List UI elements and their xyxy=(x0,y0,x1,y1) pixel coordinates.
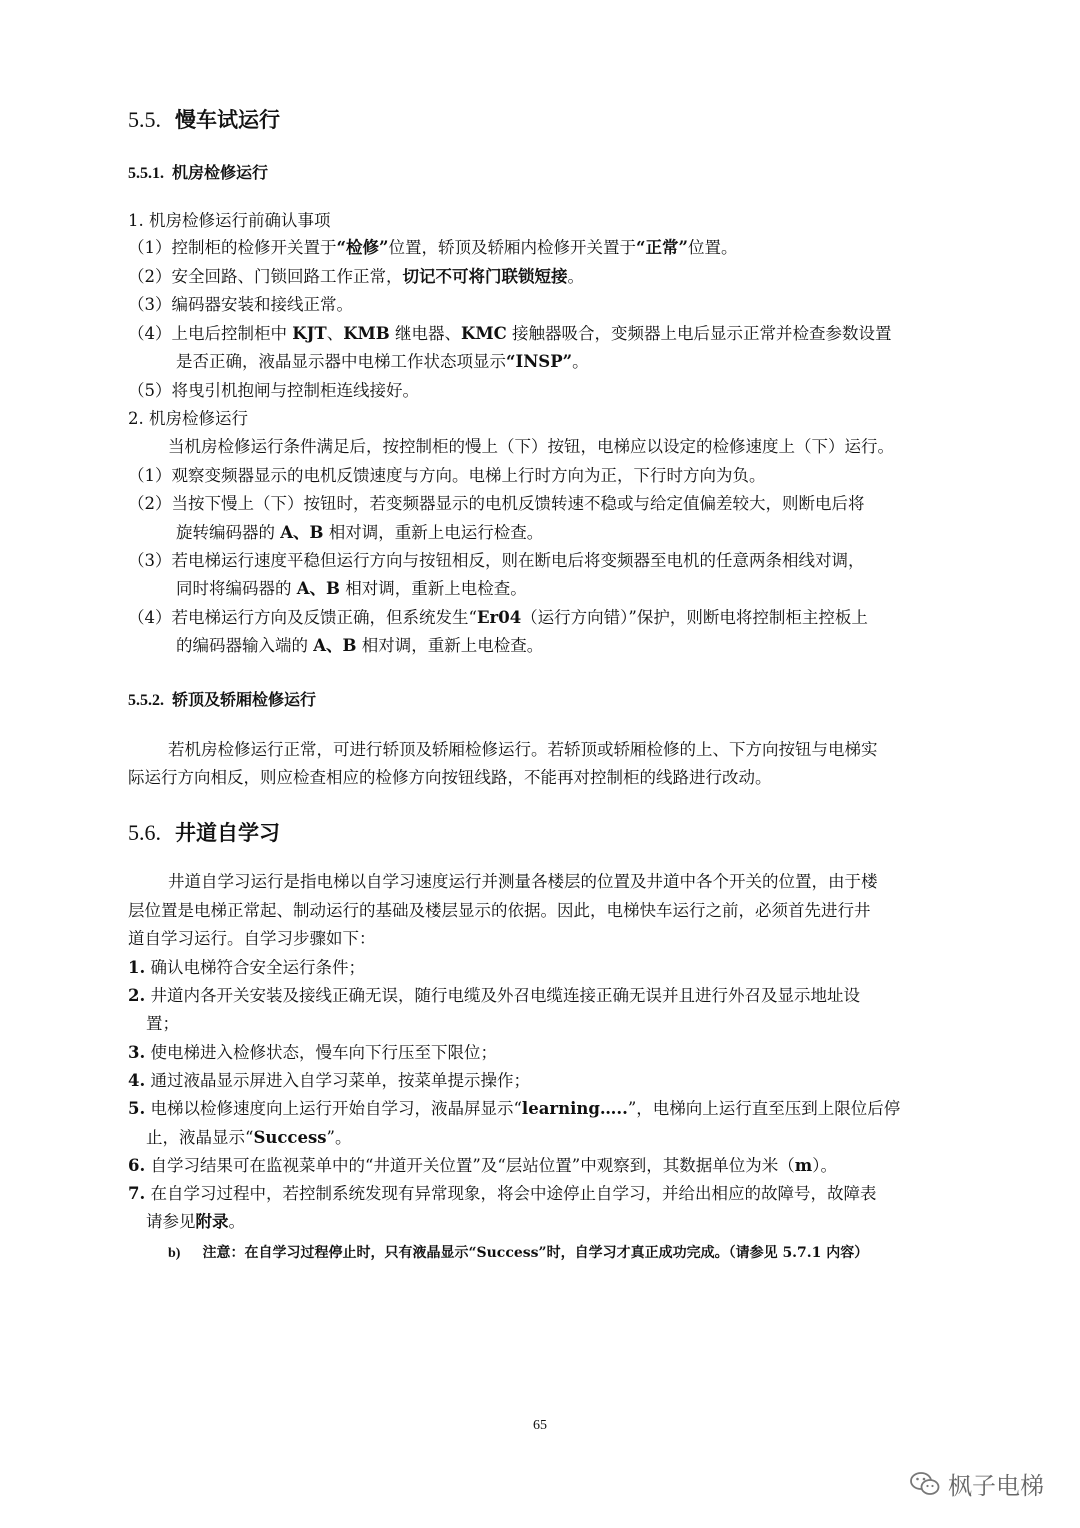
bold-text: KJT xyxy=(292,324,327,343)
step-item xyxy=(128,1069,530,1093)
text: 、 xyxy=(326,324,344,343)
text: 止，液晶显示“ xyxy=(146,1128,254,1147)
text: 使电梯进入检修状态，慢车向下行压至下限位； xyxy=(145,1043,497,1062)
section-title: 慢车试运行 xyxy=(175,108,280,132)
text: 是否正确，液晶显示器中电梯工作状态项显示 xyxy=(176,352,506,371)
text: 相对调，重新上电检查。 xyxy=(356,636,544,655)
note-label: b) xyxy=(168,1246,181,1261)
text: （运行方向错）”保护，则断电将控制柜主控板上 xyxy=(521,608,868,627)
list-item xyxy=(128,322,892,346)
step-number: 5. xyxy=(128,1099,146,1118)
section-title: 井道自学习 xyxy=(175,821,280,845)
text: 请参见 xyxy=(146,1212,196,1231)
list-item xyxy=(128,236,737,260)
text: 电梯以检修速度向上运行开始自学习，液晶屏显示“ xyxy=(145,1099,522,1118)
paragraph-line: 际运行方向相反，则应检查相应的检修方向按钮线路，不能再对控制柜的线路进行改动。 xyxy=(128,768,772,787)
text: 相对调，重新上电运行检查。 xyxy=(323,523,544,542)
subsection-title: 轿顶及轿厢检修运行 xyxy=(172,690,317,709)
bold-text: A、B xyxy=(296,579,340,598)
paragraph: 当机房检修运行条件满足后，按控制柜的慢上（下）按钮，电梯应以设定的检修速度上（下）运行。 xyxy=(168,437,894,456)
text: （4）若电梯运行方向及反馈正确，但系统发生“ xyxy=(128,608,477,627)
text: （1）控制柜的检修开关置于 xyxy=(128,238,337,257)
bold-text: KMC xyxy=(461,324,507,343)
list-item-continuation xyxy=(176,634,543,658)
list-heading: 2. 机房检修运行 xyxy=(128,409,248,428)
bold-text: learning….. xyxy=(521,1099,628,1118)
bold-text: 切记不可将门联锁短接 xyxy=(402,267,568,286)
bold-text: Er04 xyxy=(476,608,522,627)
text: 相对调，重新上电检查。 xyxy=(340,579,527,598)
list-item: （5）将曳引机抱闸与控制柜连线接好。 xyxy=(128,381,419,400)
text: （2）安全回路、门锁回路工作正常， xyxy=(128,267,403,286)
list-heading: 1. 机房检修运行前确认事项 xyxy=(128,211,331,230)
paragraph-line: 道自学习运行。自学习步骤如下： xyxy=(128,929,376,948)
brand-name: 枫子电梯 xyxy=(948,1472,1044,1500)
step-item xyxy=(128,1154,837,1178)
list-item-continuation xyxy=(176,577,527,601)
text: 确认电梯符合安全运行条件； xyxy=(145,958,365,977)
text: 。 xyxy=(572,352,589,371)
text: 自学习结果可在监视菜单中的“井道开关位置”及“层站位置”中观察到，其数据单位为米（ xyxy=(145,1156,795,1175)
step-number: 7. xyxy=(128,1184,146,1203)
text: 在自学习过程中，若控制系统发现有异常现象，将会中途停止自学习，并给出相应的故障号，故障表 xyxy=(145,1184,877,1203)
bold-text: A、B xyxy=(313,636,357,655)
list-item: （1）观察变频器显示的电机反馈速度与方向。电梯上行时方向为正，下行时方向为负。 xyxy=(128,466,766,485)
bold-text: “检修” xyxy=(336,238,389,257)
subsection-heading-5-5-1 xyxy=(128,160,268,183)
note-text: 注意：在自学习过程停止时，只有液晶显示“Success”时，自学习才真正成功完成。（请参见 5.7.1 内容） xyxy=(202,1245,869,1261)
list-item xyxy=(128,606,868,630)
step-number: 2. xyxy=(128,986,146,1005)
step-number: 4. xyxy=(128,1071,146,1090)
bold-text: Success xyxy=(253,1128,327,1147)
section-heading-5-6 xyxy=(128,817,280,847)
text: （4）上电后控制柜中 xyxy=(128,324,293,343)
bold-text: KMB xyxy=(343,324,390,343)
step-continuation xyxy=(146,1126,351,1150)
step-item xyxy=(128,1182,876,1206)
bold-text: “INSP” xyxy=(506,352,573,371)
section-heading-5-5 xyxy=(128,104,280,134)
step-item xyxy=(128,956,365,980)
text: 继电器、 xyxy=(389,324,461,343)
bold-text: 附录 xyxy=(195,1212,229,1231)
section-number: 5.5. xyxy=(128,107,161,132)
text: ）。 xyxy=(812,1156,837,1175)
subsection-title: 机房检修运行 xyxy=(172,163,269,182)
text: 井道内各开关安装及接线正确无误，随行电缆及外召电缆连接正确无误并且进行外召及显示地址设 xyxy=(145,986,860,1005)
list-item: （3）若电梯运行速度平稳但运行方向与按钮相反，则在断电后将变频器至电机的任意两条相线对调， xyxy=(128,551,865,570)
text: 位置。 xyxy=(687,238,738,257)
paragraph-line: 井道自学习运行是指电梯以自学习速度运行并测量各楼层的位置及井道中各个开关的位置，由于楼 xyxy=(168,872,878,891)
step-number: 1. xyxy=(128,958,146,977)
step-item xyxy=(128,1097,900,1121)
text: 。 xyxy=(228,1212,245,1231)
step-continuation: 置； xyxy=(146,1014,179,1033)
step-number: 3. xyxy=(128,1043,146,1062)
text: 。 xyxy=(567,267,584,286)
step-continuation xyxy=(146,1210,245,1234)
text: ”，电梯向上运行直至压到上限位后停 xyxy=(627,1099,901,1118)
list-item: （2）当按下慢上（下）按钮时，若变频器显示的电机反馈转速不稳或与给定值偏差较大，则断电后将 xyxy=(128,494,865,513)
page-number: 65 xyxy=(533,1418,547,1433)
list-item: （3）编码器安装和接线正常。 xyxy=(128,295,353,314)
step-number: 6. xyxy=(128,1156,146,1175)
subsection-number: 5.5.2. xyxy=(128,692,164,709)
list-item-continuation xyxy=(176,521,543,545)
paragraph-line: 层位置是电梯正常起、制动运行的基础及楼层显示的依据。因此，电梯快车运行之前，必须首先进行井 xyxy=(128,901,871,920)
step-item xyxy=(128,1041,497,1065)
text: 通过液晶显示屏进入自学习菜单，按菜单提示操作； xyxy=(145,1071,530,1090)
text: 位置，轿顶及轿厢内检修开关置于 xyxy=(388,238,636,257)
list-item-continuation xyxy=(176,350,589,374)
text: 旋转编码器的 xyxy=(176,523,281,542)
text: ”。 xyxy=(326,1128,352,1147)
subsection-number: 5.5.1. xyxy=(128,165,164,182)
subsection-heading-5-5-2 xyxy=(128,687,316,710)
step-item xyxy=(128,984,860,1008)
wechat-icon xyxy=(910,1471,940,1497)
bold-text: A、B xyxy=(280,523,324,542)
paragraph-line: 若机房检修运行正常，可进行轿顶及轿厢检修运行。若轿顶或轿厢检修的上、下方向按钮与电梯实 xyxy=(168,740,878,759)
list-item xyxy=(128,265,584,289)
text: 同时将编码器的 xyxy=(176,579,297,598)
text: 的编码器输入端的 xyxy=(176,636,314,655)
bold-text: m xyxy=(794,1156,813,1175)
bold-text: “正常” xyxy=(635,238,688,257)
watermark-brand xyxy=(910,1466,1044,1501)
text: 接触器吸合，变频器上电后显示正常并检查参数设置 xyxy=(506,324,892,343)
note xyxy=(168,1242,868,1262)
section-number: 5.6. xyxy=(128,820,161,845)
